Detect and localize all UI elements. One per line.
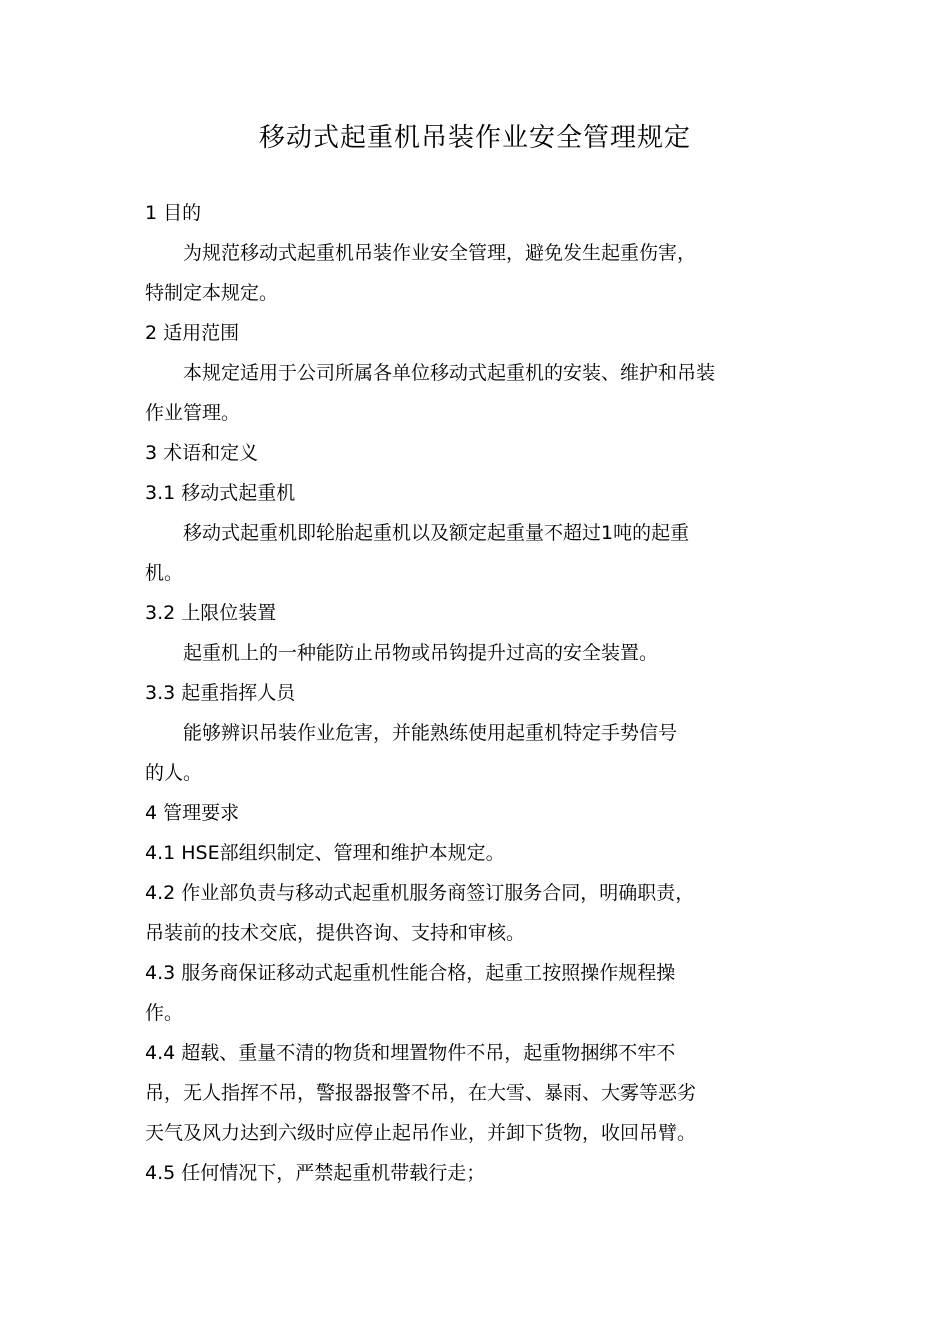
text-line: 2 适用范围 <box>145 322 240 344</box>
document-body <box>145 193 825 1193</box>
text-line: 本规定适用于公司所属各单位移动式起重机的安装、维护和吊装 <box>183 362 716 384</box>
text-line: 起重机上的一种能防止吊物或吊钩提升过高的安全装置。 <box>183 642 659 664</box>
text-line: 4.3 服务商保证移动式起重机性能合格，起重工按照操作规程操 <box>145 962 676 984</box>
text-line: 作。 <box>145 1002 184 1024</box>
text-line: 3.3 起重指挥人员 <box>145 682 296 704</box>
text-line: 3 术语和定义 <box>145 442 259 464</box>
text-line: 机。 <box>145 562 184 584</box>
text-line: 为规范移动式起重机吊装作业安全管理，避免发生起重伤害， <box>183 242 697 264</box>
text-line: 1 目的 <box>145 202 202 224</box>
text-line: 4 管理要求 <box>145 802 240 824</box>
text-line: 移动式起重机即轮胎起重机以及额定起重量不超过1吨的起重 <box>183 522 690 544</box>
text-line: 吊，无人指挥不吊，警报器报警不吊，在大雪、暴雨、大雾等恶劣 <box>145 1082 697 1104</box>
text-line: 的人。 <box>145 762 203 784</box>
text-line: 3.2 上限位装置 <box>145 602 277 624</box>
text-line: 能够辨识吊装作业危害，并能熟练使用起重机特定手势信号 <box>183 722 678 744</box>
text-line: 4.1 HSE部组织制定、管理和维护本规定。 <box>145 842 505 864</box>
text-line: 作业管理。 <box>145 402 241 424</box>
text-line: 特制定本规定。 <box>145 282 279 304</box>
text-line: 天气及风力达到六级时应停止起吊作业，并卸下货物，收回吊臂。 <box>145 1122 697 1144</box>
text-line: 3.1 移动式起重机 <box>145 482 296 504</box>
text-line: 吊装前的技术交底，提供咨询、支持和审核。 <box>145 922 526 944</box>
document-title: 移动式起重机吊装作业安全管理规定 <box>258 123 691 153</box>
text-line: 4.2 作业部负责与移动式起重机服务商签订服务合同，明确职责， <box>145 882 695 904</box>
text-line: 4.5 任何情况下，严禁起重机带载行走； <box>145 1162 486 1184</box>
text-line: 4.4 超载、重量不清的物货和埋置物件不吊，起重物捆绑不牢不 <box>145 1042 676 1064</box>
